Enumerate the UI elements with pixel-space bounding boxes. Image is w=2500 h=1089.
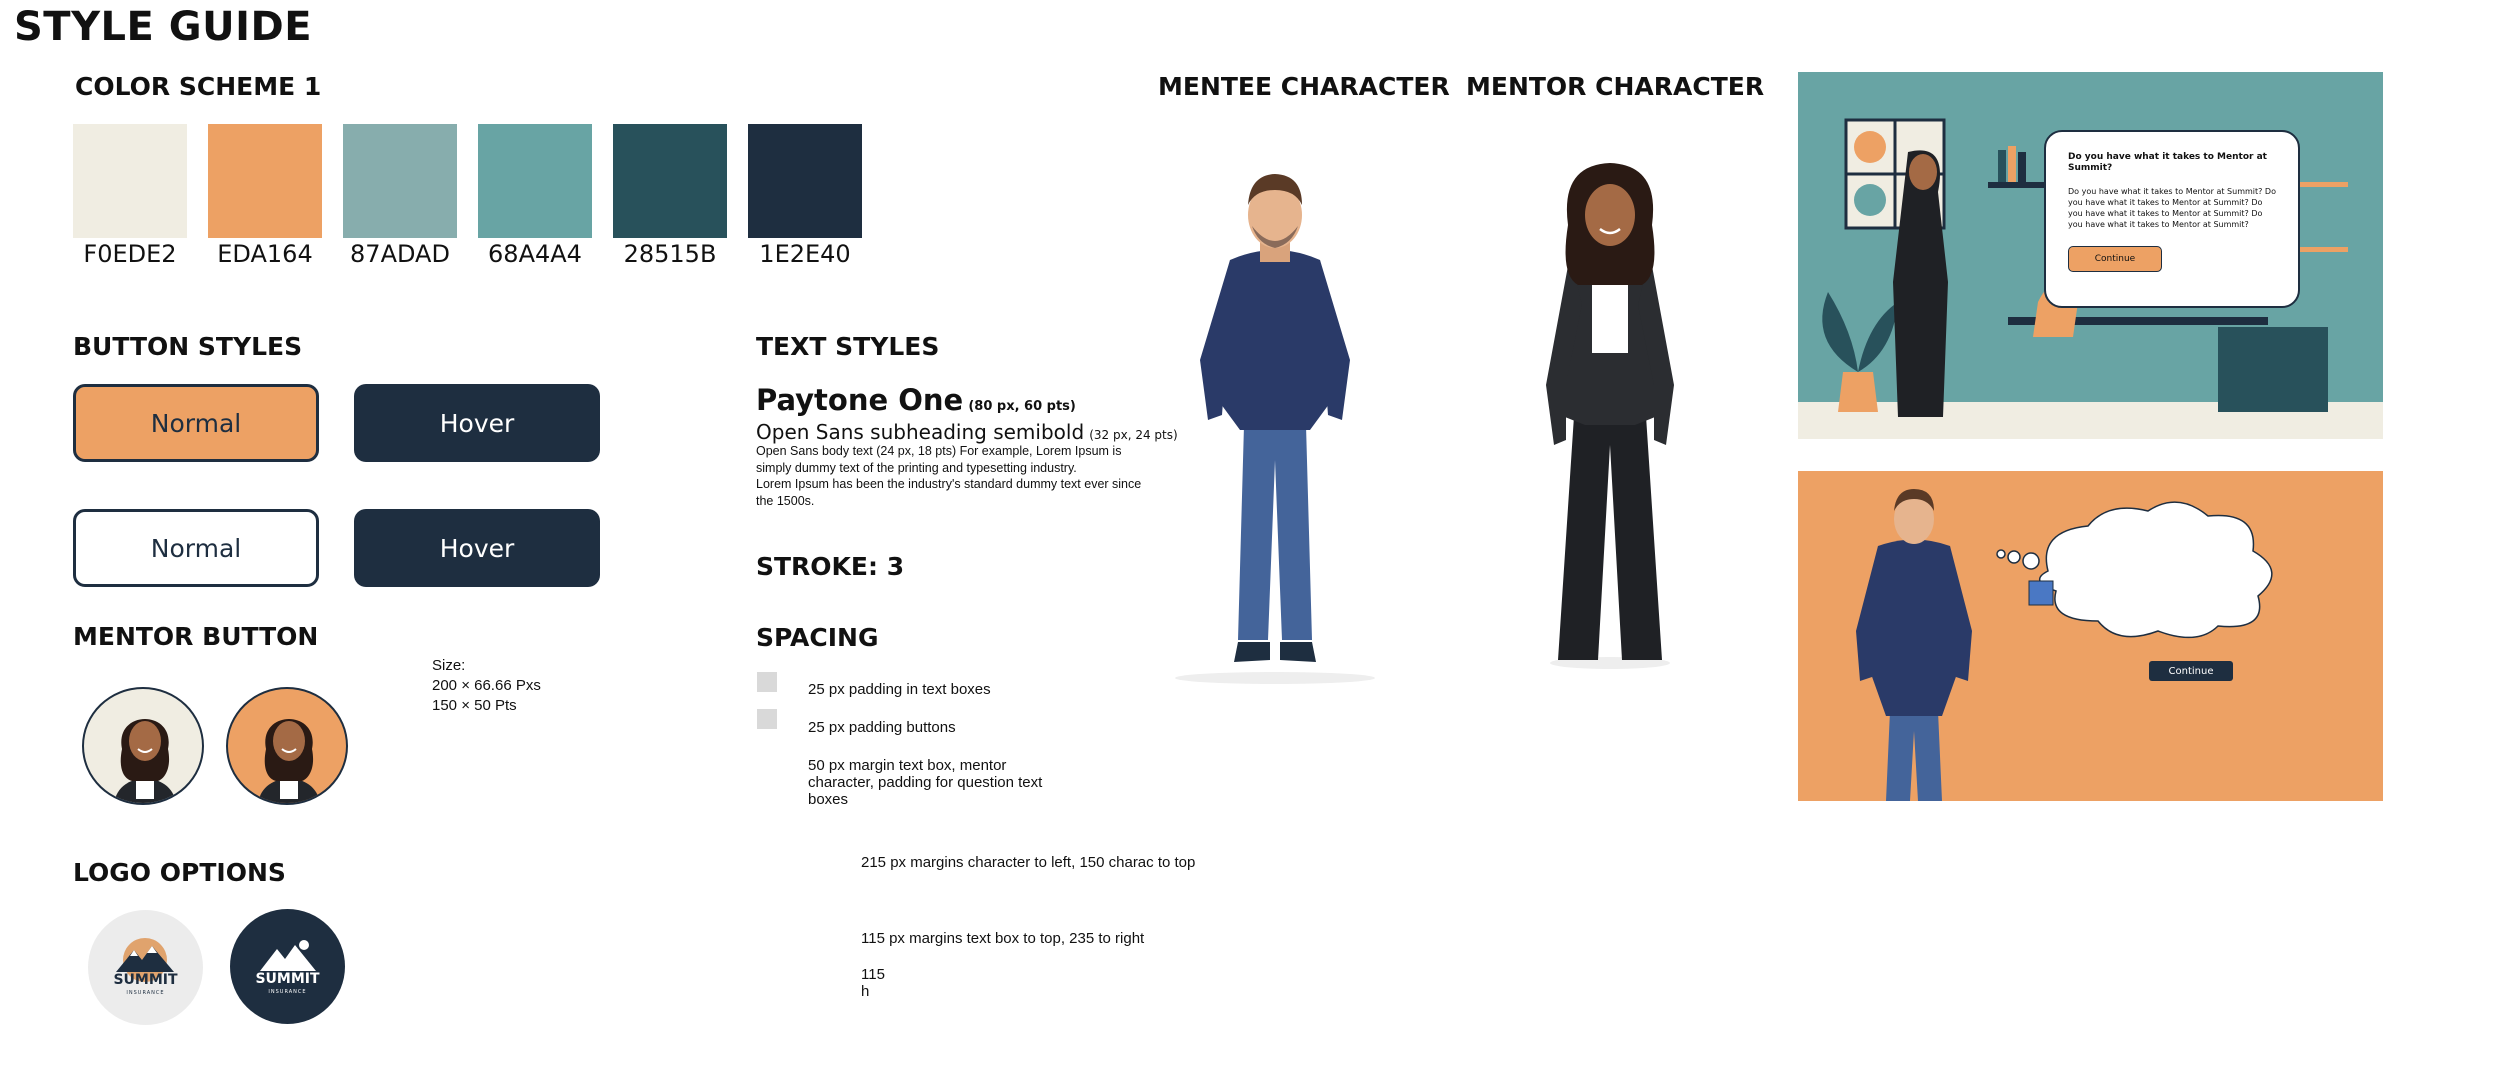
swatch-label: 87ADAD (350, 240, 450, 268)
spacing-line: h (861, 983, 870, 1000)
spacing-swatch (757, 672, 777, 692)
continue-button[interactable]: Continue (2149, 661, 2233, 681)
mentor-avatar-button-light[interactable] (82, 687, 204, 805)
thought-bubble-illustration (1798, 471, 2383, 801)
subheading-size: (32 px, 24 pts) (1089, 428, 1178, 442)
mentor-heading: MENTOR CHARACTER (1466, 72, 1765, 101)
mentor-character-illustration (1510, 155, 1710, 685)
color-scheme-heading: COLOR SCHEME 1 (75, 72, 322, 101)
subheading-sample (756, 420, 1178, 444)
spacing-item-4: 215 px margins character to left, 150 charac to top (861, 854, 1196, 871)
stroke-heading: STROKE: 3 (756, 552, 905, 581)
swatch-1e2e40 (748, 124, 862, 238)
swatch-label: 68A4A4 (488, 240, 582, 268)
swatch-f0ede2 (73, 124, 187, 238)
size-label: Size: (432, 657, 466, 674)
heading-font-size: (80 px, 60 pts) (968, 399, 1076, 414)
button-styles-heading: BUTTON STYLES (73, 332, 303, 361)
spacing-line: character, padding for question text (808, 774, 1043, 791)
continue-button[interactable]: Continue (2068, 246, 2162, 272)
logo-text: SUMMIT (113, 972, 178, 988)
swatch-68a4a4 (478, 124, 592, 238)
spacing-item-5: 115 px margins text box to top, 235 to right (861, 930, 1145, 947)
question-title: Do you have what it takes to Mentor at Summit? (2068, 152, 2267, 173)
spacing-item-1: 25 px padding in text boxes (808, 681, 991, 698)
spacing-item-2: 25 px padding buttons (808, 719, 956, 736)
swatch-87adad (343, 124, 457, 238)
mentor-avatar-icon (84, 689, 204, 805)
question-body: Do you have what it takes to Mentor at Summit? Do you have what it takes to Mentor at Summit? Do you have what it takes to Mentor at Summit? Do you have what it takes to Mentor at Summit? (2068, 187, 2276, 229)
mountain-logo-icon (88, 910, 203, 1025)
spacing-item-6 (861, 966, 885, 1000)
body-line: Lorem Ipsum has been the industry's standard dummy text ever since (756, 477, 1142, 491)
body-line: the 1500s. (756, 493, 815, 508)
heading-font-name: Paytone One (756, 383, 964, 417)
subheading-text: Open Sans subheading semibold (756, 420, 1085, 444)
logo-text: SUMMIT (255, 971, 320, 987)
mentor-button-size (432, 656, 541, 716)
swatch-label: 1E2E40 (759, 240, 851, 268)
swatch-28515b (613, 124, 727, 238)
body-text-sample (756, 443, 1176, 509)
mentee-character-illustration (1160, 160, 1390, 690)
spacing-line: 50 px margin text box, mentor (808, 757, 1007, 774)
swatch-label: EDA164 (217, 240, 313, 268)
question-text-box (2044, 130, 2300, 308)
body-line: simply dummy text of the printing and typesetting industry. (756, 460, 1077, 475)
hover-button-outline[interactable]: Hover (354, 509, 600, 587)
logo-subtext: INSURANCE (268, 989, 307, 995)
mentee-heading: MENTEE CHARACTER (1158, 72, 1450, 101)
spacing-heading: SPACING (756, 623, 879, 652)
swatch-label: F0EDE2 (83, 240, 177, 268)
normal-button-outline[interactable]: Normal (73, 509, 319, 587)
size-px: 200 × 66.66 Pxs (432, 677, 541, 694)
mentor-avatar-icon (228, 689, 348, 805)
text-styles-heading: TEXT STYLES (756, 332, 940, 361)
spacing-line: 115 (861, 966, 885, 983)
mockup-office-scene (1798, 72, 2383, 439)
spacing-line: boxes (808, 791, 849, 808)
size-pts: 150 × 50 Pts (432, 697, 517, 714)
page-title: STYLE GUIDE (14, 4, 313, 50)
mentor-avatar-button-orange[interactable] (226, 687, 348, 805)
body-line: Open Sans body text (24 px, 18 pts) For example, Lorem Ipsum is (756, 444, 1122, 458)
swatch-label: 28515B (623, 240, 717, 268)
normal-button-filled[interactable]: Normal (73, 384, 319, 462)
logo-light (88, 910, 203, 1025)
mockup-thought-scene (1798, 471, 2383, 801)
logo-subtext: INSURANCE (126, 990, 165, 996)
heading-font-sample (756, 383, 1076, 417)
mountain-logo-icon (230, 909, 345, 1024)
spacing-swatch (757, 709, 777, 729)
hover-button-filled[interactable]: Hover (354, 384, 600, 462)
mentor-button-heading: MENTOR BUTTON (73, 622, 319, 651)
logo-dark (230, 909, 345, 1024)
swatch-eda164 (208, 124, 322, 238)
spacing-item-3 (808, 757, 1042, 808)
logo-options-heading: LOGO OPTIONS (73, 858, 286, 887)
